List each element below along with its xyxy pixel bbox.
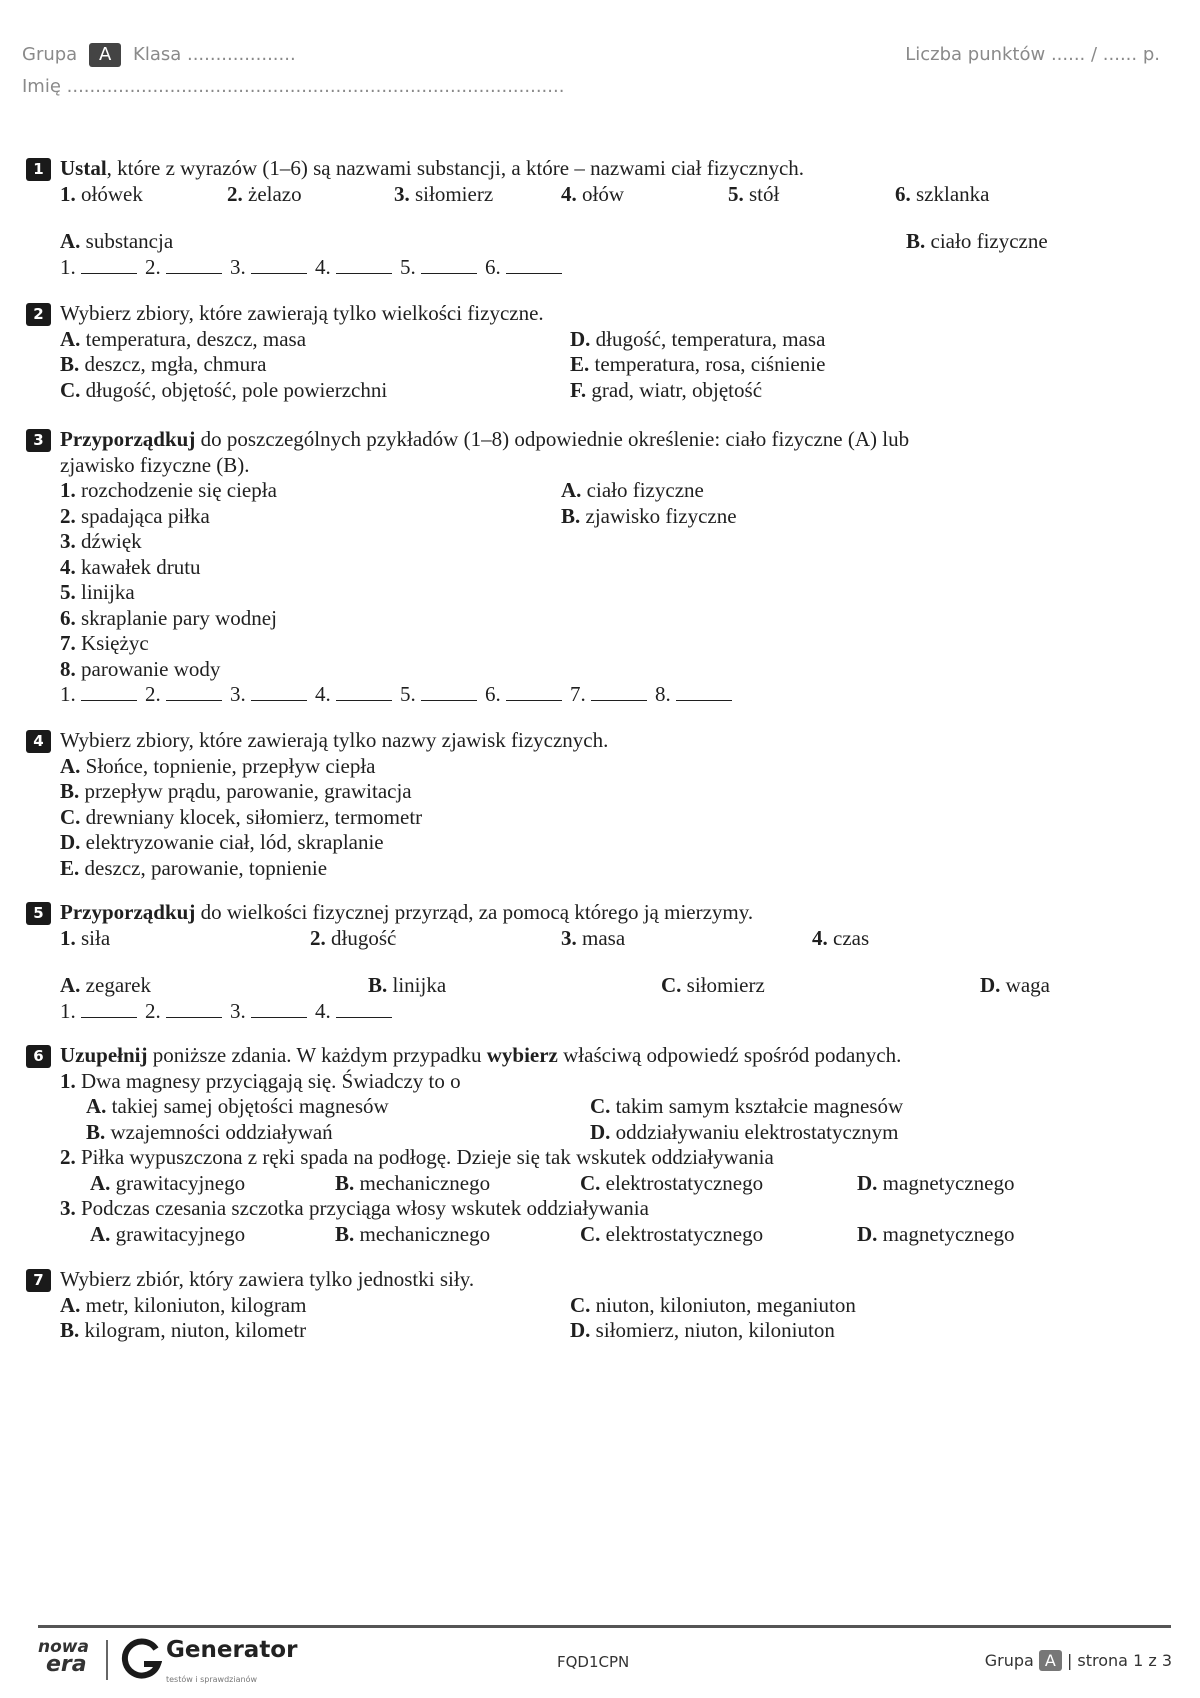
item-1: 1. ołówek — [60, 181, 143, 206]
item-5: 5. stół — [728, 181, 780, 206]
answer-blank[interactable] — [81, 682, 137, 701]
footer-grupa-badge: A — [1039, 1650, 1062, 1671]
options-row — [60, 1318, 1160, 1344]
question-number-3: 3 — [26, 429, 51, 452]
option-d[interactable]: D. magnetycznego — [857, 1170, 1015, 1195]
option-a: A. zegarek — [60, 973, 151, 997]
item-4: 4. ołów — [561, 181, 624, 206]
item-6: 6. szklanka — [895, 181, 990, 206]
answer-blank[interactable] — [676, 682, 732, 701]
question-6 — [33, 1043, 1160, 1247]
question-number-5: 5 — [26, 902, 51, 925]
question-6-prompt: Uzupełnij poniższe zdania. W każdym przypadku wybierz właściwą odpowiedź spośród podanych. — [60, 1043, 902, 1067]
option-b[interactable]: B. deszcz, mgła, chmura — [60, 352, 267, 376]
options-row — [60, 1222, 1160, 1248]
option-d[interactable]: D. oddziaływaniu elektrostatycznym — [590, 1119, 899, 1144]
option-b[interactable]: B. wzajemności oddziaływań — [86, 1119, 333, 1144]
option-b: B. zjawisko fizyczne — [561, 503, 737, 528]
prompt-text: , które z wyrazów (1–6) są nazwami substancji, a które – nazwami ciał fizycznych. — [106, 156, 805, 180]
logo-text-bottom: era — [46, 1652, 87, 1677]
option-d[interactable]: D. długość, temperatura, masa — [570, 326, 826, 351]
answer-blank[interactable] — [251, 255, 307, 274]
answer-blank[interactable] — [336, 682, 392, 701]
answer-blank[interactable] — [421, 255, 477, 274]
generator-title: Generator — [166, 1637, 298, 1663]
question-number-7: 7 — [26, 1269, 51, 1292]
options-row — [60, 1171, 1160, 1197]
nowa-era-logo — [38, 1637, 98, 1677]
logo-separator — [106, 1640, 108, 1680]
question-number-4: 4 — [26, 730, 51, 753]
option-f[interactable]: F. grad, wiatr, objętość — [570, 377, 763, 402]
item-2: 2. długość — [310, 925, 397, 950]
question-3-prompt: Przyporządkuj do poszczególnych pzykładów (1–8) odpowiednie określenie: ciało fizyczne (A) lub — [60, 427, 910, 451]
items-row — [60, 926, 1160, 952]
answer-blank[interactable] — [251, 682, 307, 701]
item-3: 3. siłomierz — [394, 181, 494, 206]
question-7-prompt: Wybierz zbiór, który zawiera tylko jednostki siły. — [60, 1267, 475, 1291]
option-b: B. ciało fizyczne — [906, 229, 1048, 253]
item-7: 7. Księżyc — [60, 631, 149, 655]
name-field[interactable]: Imię ....................................................................................... — [22, 76, 565, 97]
option-d[interactable]: D. siłomierz, niuton, kiloniuton — [570, 1318, 835, 1342]
item-2: 2. żelazo — [227, 181, 302, 206]
answer-blank[interactable] — [336, 999, 392, 1018]
answer-blank[interactable] — [81, 255, 137, 274]
options-row — [60, 378, 1160, 404]
question-2 — [33, 301, 1160, 403]
option-d[interactable]: D. elektryzowanie ciał, lód, skraplanie — [60, 830, 384, 854]
options-row — [60, 352, 1160, 378]
answer-blank[interactable] — [166, 682, 222, 701]
question-2-prompt: Wybierz zbiory, które zawierają tylko wielkości fizyczne. — [60, 301, 544, 325]
footer-grupa-label: Grupa — [984, 1651, 1034, 1670]
sentence-1: 1. Dwa magnesy przyciągają się. Świadczy to o — [60, 1068, 461, 1093]
option-a[interactable]: A. temperatura, deszcz, masa — [60, 326, 307, 351]
question-3-prompt-cont: zjawisko fizyczne (B). — [60, 452, 250, 477]
question-1-items — [60, 182, 1160, 208]
generator-g-icon — [120, 1638, 162, 1682]
item-3: 3. dźwięk — [60, 529, 142, 553]
option-b: B. linijka — [368, 973, 447, 997]
option-c: C. siłomierz — [661, 973, 765, 997]
footer-divider — [38, 1625, 1171, 1628]
answer-blank[interactable] — [166, 255, 222, 274]
item-1: 1. siła — [60, 925, 111, 950]
option-a: A. ciało fizyczne — [561, 478, 704, 502]
question-4 — [33, 728, 1160, 881]
answer-blank[interactable] — [81, 999, 137, 1018]
items-row — [60, 478, 1160, 504]
answer-blank[interactable] — [421, 682, 477, 701]
question-number-6: 6 — [26, 1045, 51, 1068]
option-c[interactable]: C. drewniany klocek, siłomierz, termometr — [60, 804, 423, 829]
items-row — [60, 504, 1160, 530]
option-d[interactable]: D. magnetycznego — [857, 1221, 1015, 1246]
klasa-field[interactable]: Klasa ................... — [133, 44, 296, 65]
question-1-options — [60, 229, 1160, 255]
option-b[interactable]: B. kilogram, niuton, kilometr — [60, 1318, 307, 1342]
option-c[interactable]: C. długość, objętość, pole powierzchni — [60, 377, 388, 402]
grupa-label: Grupa — [22, 44, 78, 65]
footer-page-info — [985, 1648, 1172, 1674]
option-a[interactable]: A. Słońce, topnienie, przepływ ciepła — [60, 753, 376, 778]
points-field[interactable]: Liczba punktów ...... / ...... p. — [905, 44, 1160, 65]
sentence-3: 3. Podczas czesania szczotka przyciąga włosy wskutek oddziaływania — [60, 1196, 649, 1220]
option-a[interactable]: A. grawitacyjnego — [90, 1221, 246, 1246]
option-c[interactable]: C. elektrostatycznego — [580, 1170, 764, 1195]
question-1-answers: 1. 2. 3. 4. 5. 6. — [60, 255, 1160, 281]
options-row — [60, 1094, 1160, 1120]
option-d: D. waga — [980, 973, 1050, 997]
item-2: 2. spadająca piłka — [60, 503, 210, 528]
item-4: 4. kawałek drutu — [60, 554, 201, 579]
question-5 — [33, 900, 1160, 1024]
page-number: | strona 1 z 3 — [1066, 1651, 1172, 1670]
answer-blank[interactable] — [336, 255, 392, 274]
item-6: 6. skraplanie pary wodnej — [60, 605, 277, 630]
question-number-2: 2 — [26, 303, 51, 326]
options-row — [60, 1293, 1160, 1319]
item-5: 5. linijka — [60, 580, 135, 604]
option-c[interactable]: C. niuton, kiloniuton, meganiuton — [570, 1292, 856, 1317]
option-c[interactable]: C. takim samym kształcie magnesów — [590, 1094, 904, 1118]
sentence-2: 2. Piłka wypuszczona z ręki spada na podłogę. Dzieje się tak wskutek oddziaływania — [60, 1145, 774, 1169]
answer-blank[interactable] — [506, 682, 562, 701]
question-7 — [33, 1267, 1160, 1344]
option-b[interactable]: B. mechanicznego — [335, 1170, 491, 1195]
question-5-answers: 1. 2. 3. 4. — [60, 999, 1160, 1025]
question-5-prompt: Przyporządkuj do wielkości fizycznej przyrząd, za pomocą którego ją mierzymy. — [60, 900, 754, 924]
document-code: FQD1CPN — [557, 1653, 630, 1671]
question-4-prompt: Wybierz zbiory, które zawierają tylko nazwy zjawisk fizycznych. — [60, 728, 609, 752]
item-1: 1. rozchodzenie się ciepła — [60, 478, 277, 502]
item-3: 3. masa — [561, 925, 626, 950]
answer-blank[interactable] — [591, 682, 647, 701]
question-3 — [33, 427, 1160, 708]
item-8: 8. parowanie wody — [60, 656, 221, 681]
options-row — [60, 973, 1160, 999]
prompt-bold: Ustal — [60, 156, 107, 180]
options-row — [60, 327, 1160, 353]
question-1-prompt — [60, 156, 1160, 182]
item-4: 4. czas — [812, 925, 870, 950]
answer-blank[interactable] — [166, 999, 222, 1018]
answer-blank[interactable] — [251, 999, 307, 1018]
option-a[interactable]: A. takiej samej objętości magnesów — [86, 1094, 389, 1118]
option-e[interactable]: E. temperatura, rosa, ciśnienie — [570, 352, 826, 376]
question-1 — [33, 156, 1160, 280]
generator-subtitle: testów i sprawdzianów — [166, 1675, 257, 1684]
option-a[interactable]: A. metr, kiloniuton, kilogram — [60, 1292, 307, 1317]
header-group-row — [22, 42, 296, 68]
option-b[interactable]: B. mechanicznego — [335, 1221, 491, 1246]
option-a: A. substancja — [60, 229, 174, 253]
options-row — [60, 1120, 1160, 1146]
option-e[interactable]: E. deszcz, parowanie, topnienie — [60, 855, 328, 880]
logo-text-top: nowa — [38, 1637, 89, 1657]
question-number-1: 1 — [26, 158, 51, 181]
option-a[interactable]: A. grawitacyjnego — [90, 1170, 246, 1195]
answer-blank[interactable] — [506, 255, 562, 274]
option-b[interactable]: B. przepływ prądu, parowanie, grawitacja — [60, 779, 412, 803]
option-c[interactable]: C. elektrostatycznego — [580, 1221, 764, 1246]
question-3-answers: 1. 2. 3. 4. 5. 6. 7. 8. — [60, 682, 1160, 708]
grupa-badge: A — [89, 43, 121, 67]
